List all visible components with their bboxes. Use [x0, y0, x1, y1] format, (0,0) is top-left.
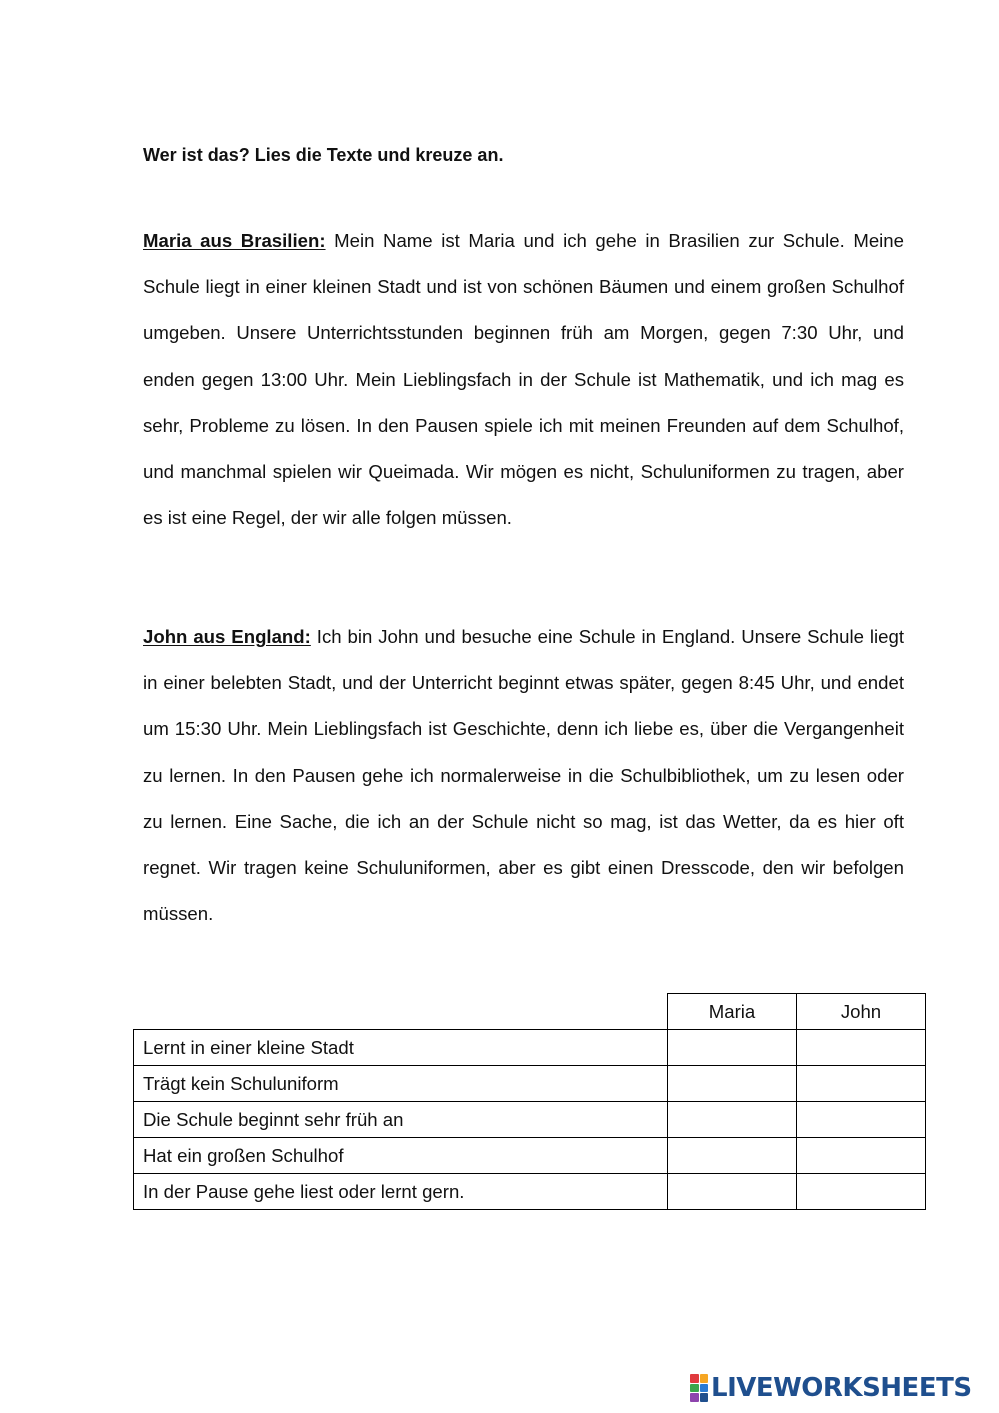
- liveworksheets-logo[interactable]: [690, 1370, 972, 1406]
- table-row: [134, 1138, 926, 1174]
- text-maria-heading: Maria aus Brasilien:: [143, 230, 326, 251]
- column-header-maria: Maria: [668, 994, 797, 1030]
- answer-table: [133, 993, 926, 1210]
- table-row: [134, 1030, 926, 1066]
- checkbox-john[interactable]: [797, 1102, 926, 1138]
- liveworksheets-logo-text: LIVEWORKSHEETS: [711, 1373, 972, 1403]
- statement-cell: Lernt in einer kleine Stadt: [134, 1030, 668, 1066]
- worksheet-instruction: Wer ist das? Lies die Texte und kreuze an.: [143, 145, 504, 165]
- table-row: [134, 1174, 926, 1210]
- checkbox-john[interactable]: [797, 1138, 926, 1174]
- checkbox-maria[interactable]: [668, 1066, 797, 1102]
- statement-cell: Hat ein großen Schulhof: [134, 1138, 668, 1174]
- text-john: [143, 614, 904, 937]
- statement-cell: Die Schule beginnt sehr früh an: [134, 1102, 668, 1138]
- liveworksheets-logo-icon: [690, 1374, 708, 1402]
- checkbox-maria[interactable]: [668, 1102, 797, 1138]
- table-row: [134, 1102, 926, 1138]
- statement-cell: Trägt kein Schuluniform: [134, 1066, 668, 1102]
- checkbox-john[interactable]: [797, 1174, 926, 1210]
- column-header-john: John: [797, 994, 926, 1030]
- checkbox-john[interactable]: [797, 1066, 926, 1102]
- checkbox-maria[interactable]: [668, 1030, 797, 1066]
- checkbox-maria[interactable]: [668, 1174, 797, 1210]
- statement-cell: In der Pause gehe liest oder lernt gern.: [134, 1174, 668, 1210]
- text-john-body: Ich bin John und besuche eine Schule in England. Unsere Schule liegt in einer belebten Stadt, und der Unterricht beginnt etwas später, gegen 8:45 Uhr, und endet um 15:30 Uhr. Mein Lieblingsfach ist Geschichte, denn ich liebe es, über die Vergangenheit zu lernen. In den Pausen gehe ich normalerweise in die Schulbibliothek, um zu lesen oder zu lernen. Eine Sache, die ich an der Schule nicht so mag, ist das Wetter, da es hier oft regnet. Wir tragen keine Schuluniformen, aber es gibt einen Dresscode, den wir befolgen müssen.: [143, 626, 904, 925]
- checkbox-john[interactable]: [797, 1030, 926, 1066]
- text-maria: [143, 218, 904, 541]
- text-maria-body: Mein Name ist Maria und ich gehe in Brasilien zur Schule. Meine Schule liegt in einer kleinen Stadt und ist von schönen Bäumen und einem großen Schulhof umgeben. Unsere Unterrichtsstunden beginnen früh am Morgen, gegen 7:30 Uhr, und enden gegen 13:00 Uhr. Mein Lieblingsfach in der Schule ist Mathematik, und ich mag es sehr, Probleme zu lösen. In den Pausen spiele ich mit meinen Freunden auf dem Schulhof, und manchmal spielen wir Queimada. Wir mögen es nicht, Schuluniformen zu tragen, aber es ist eine Regel, der wir alle folgen müssen.: [143, 230, 904, 529]
- answer-table-header: [134, 994, 926, 1030]
- checkbox-maria[interactable]: [668, 1138, 797, 1174]
- header-empty-cell: [134, 994, 668, 1030]
- text-john-heading: John aus England:: [143, 626, 311, 647]
- table-row: [134, 1066, 926, 1102]
